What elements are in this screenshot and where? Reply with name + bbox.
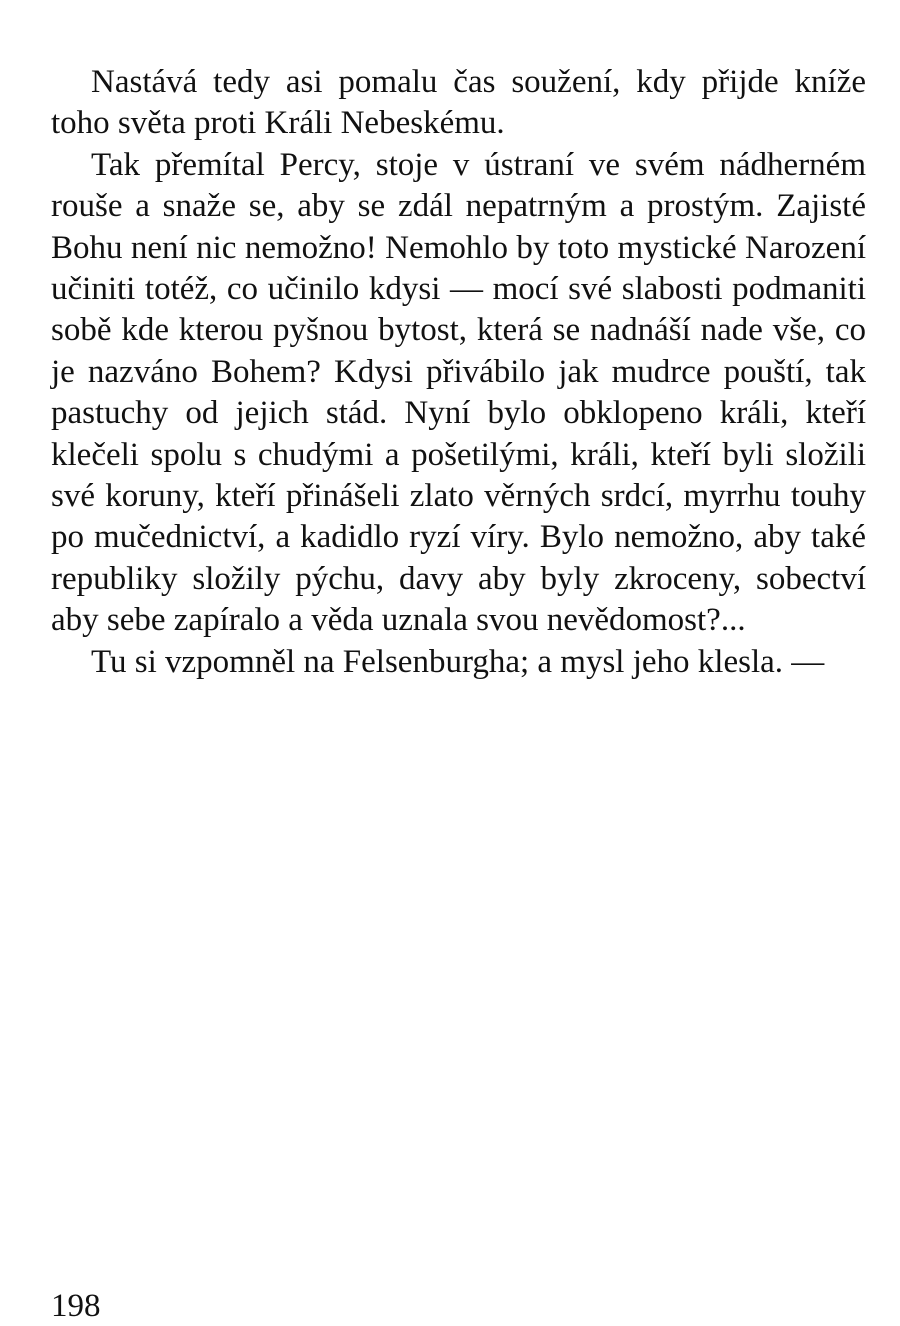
book-page-text: [51, 62, 866, 683]
paragraph-2: Tak přemítal Percy, stoje v ústraní ve svém nádherném rouše a snaže se, aby se zdál nepatrným a prostým. Zajisté Bohu není nic nemožno! Nemohlo by toto mystické Narození učiniti totéž, co učinilo kdysi — mocí své slabosti podmaniti sobě kde kterou pyšnou bytost, která se nadnáší nade vše, co je nazváno Bohem? Kdysi přivábilo jak mudrce pouští, tak pastuchy od jejich stád. Nyní bylo obklopeno králi, kteří klečeli spolu s chudými a pošetilými, králi, kteří byli složili své koruny, kteří přinášeli zlato věrných srdcí, myrrhu touhy po mučednictví, a kadidlo ryzí víry. Bylo nemožno, aby také republiky složily pýchu, davy aby byly zkroceny, sobectví aby sebe zapíralo a věda uznala svou nevědomost?...: [51, 146, 866, 639]
paragraph-3: Tu si vzpomněl na Felsenburgha; a mysl jeho klesla. —: [91, 643, 825, 680]
page-number: 198: [51, 1288, 101, 1324]
paragraph-1: Nastává tedy asi pomalu čas soužení, kdy přijde kníže toho světa proti Králi Nebeskému.: [51, 64, 866, 142]
